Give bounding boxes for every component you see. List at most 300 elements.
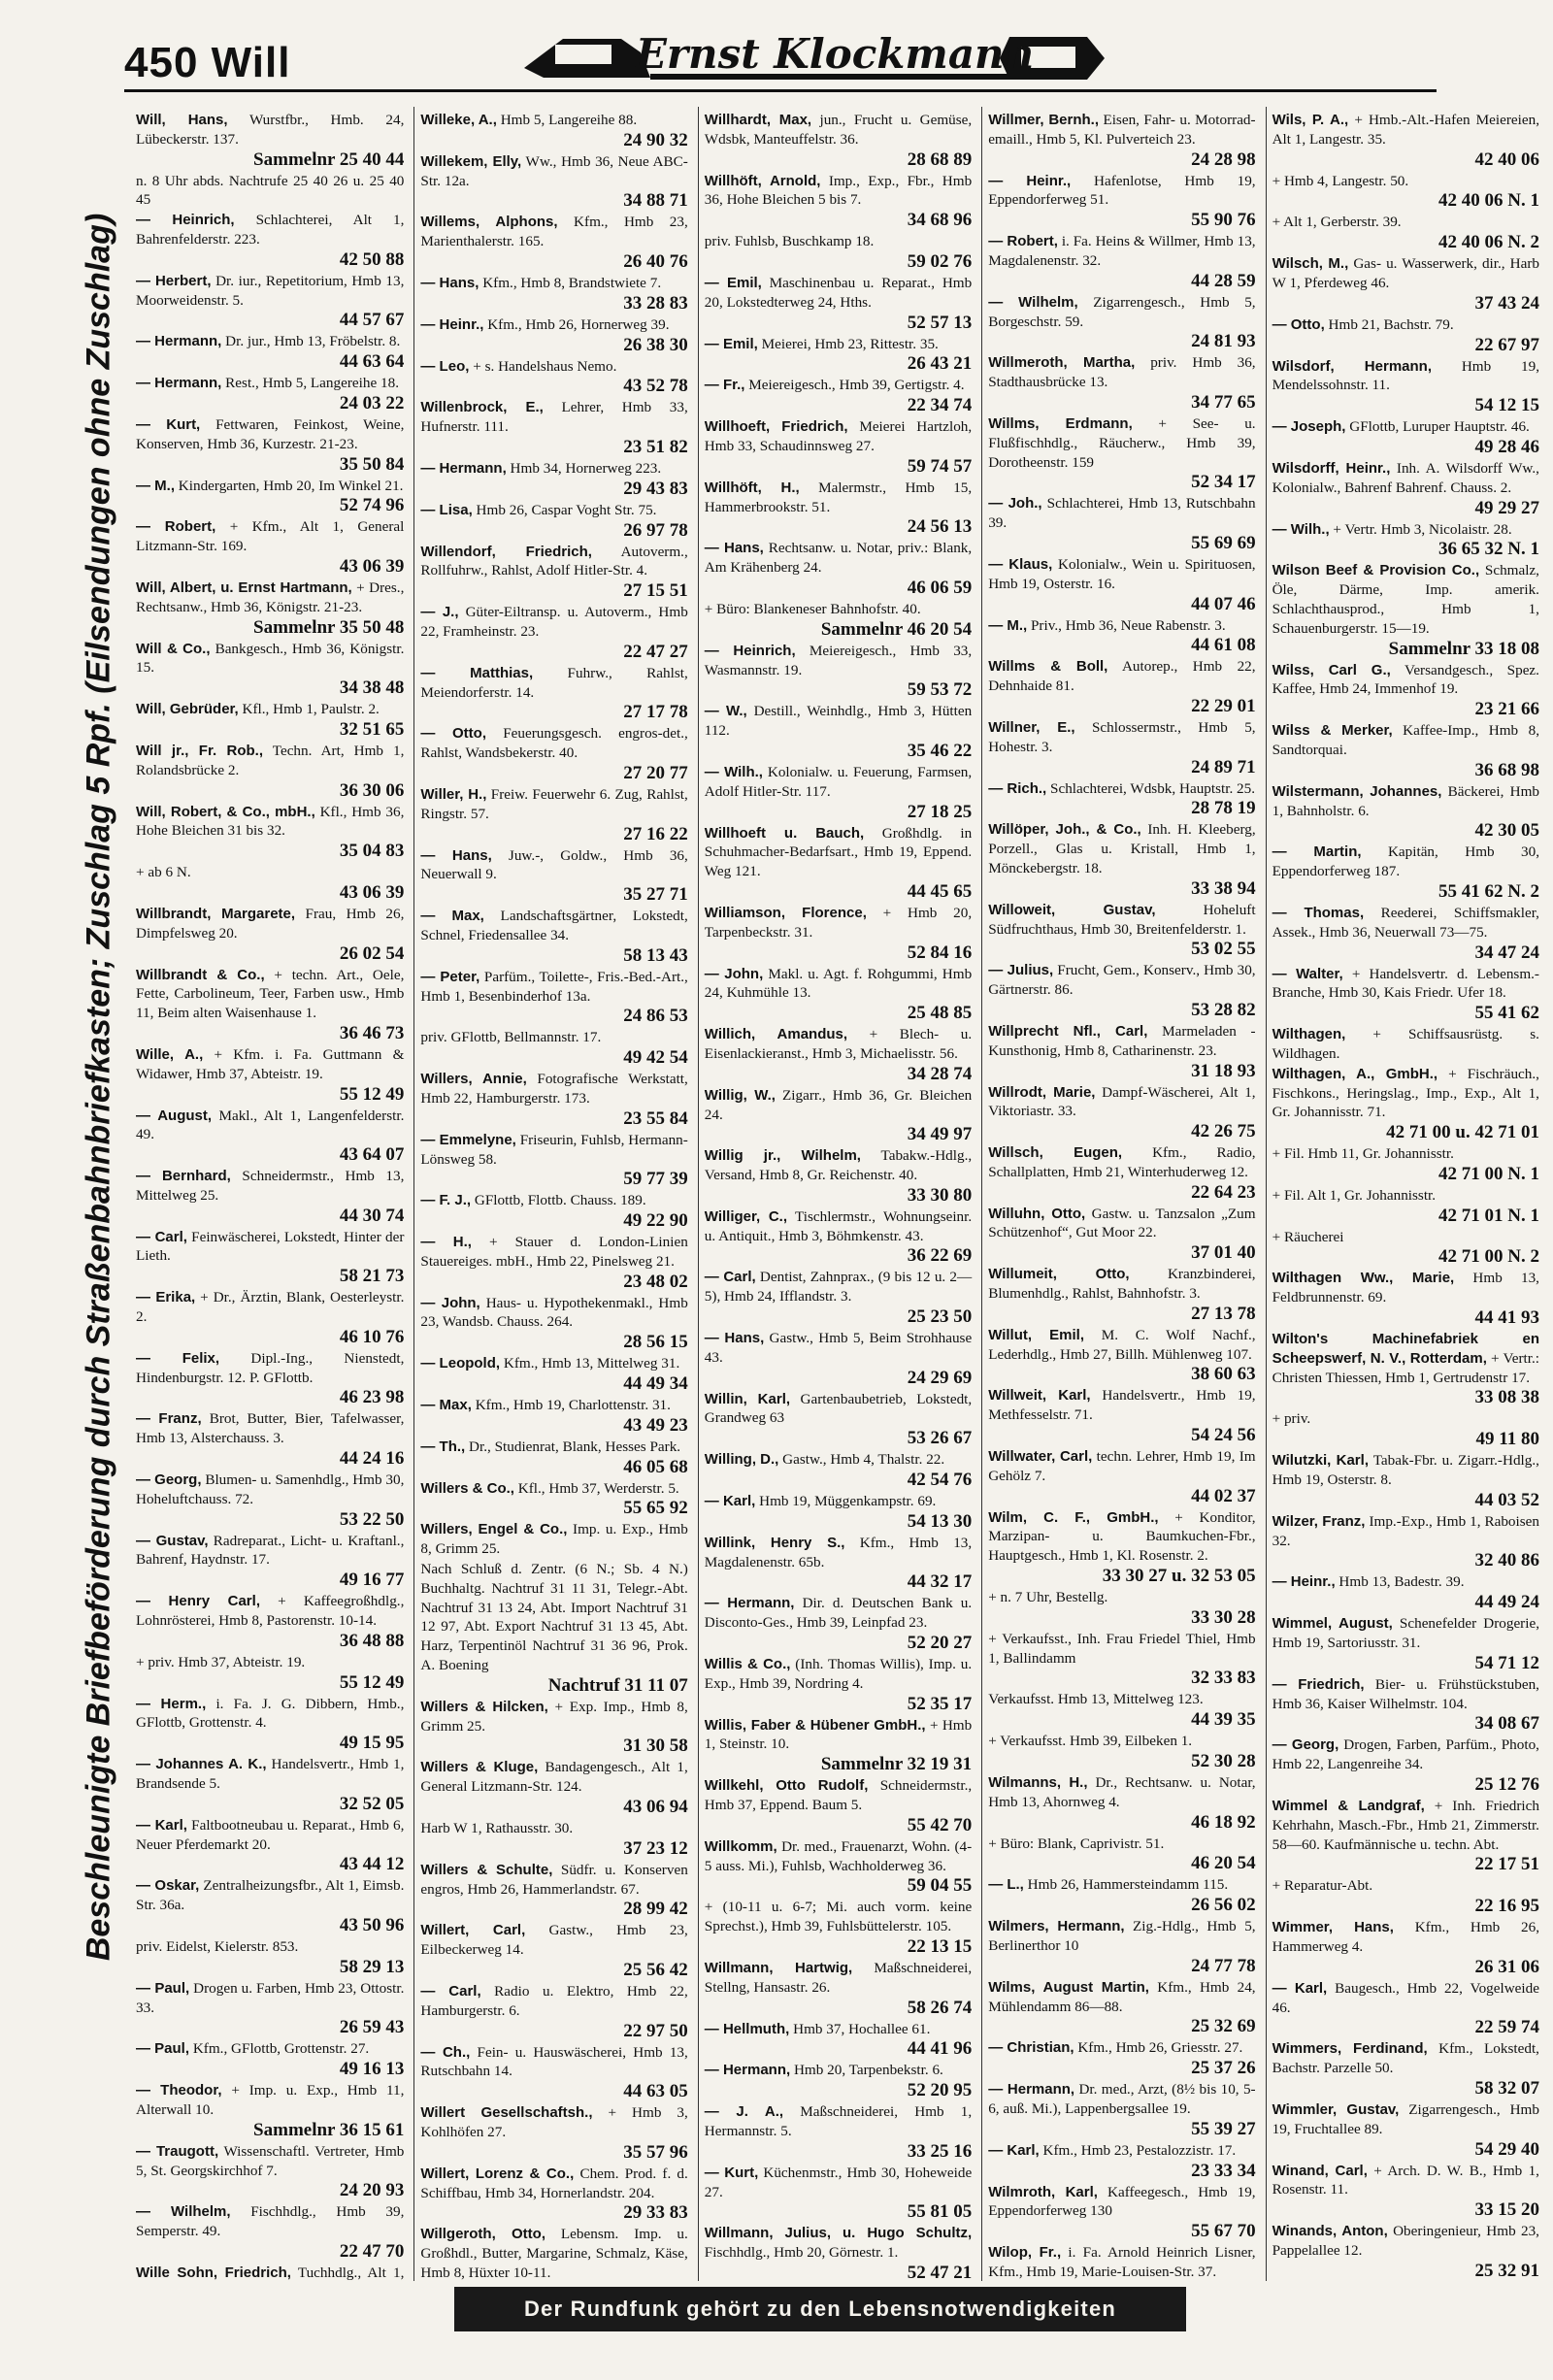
directory-entry <box>420 315 687 356</box>
entry-phone: 31 18 93 <box>1191 1060 1256 1081</box>
entry-phone: 34 08 67 <box>1474 1713 1539 1735</box>
entry-details: priv. Eidelst, Kielerstr. 853. <box>136 1938 299 1956</box>
entry-phone: 24 86 53 <box>623 1006 688 1027</box>
entry-details: Eisen, Fahr- u. Motorrad- emaill., Hmb 5, Kl. Pulverteich 23. <box>988 112 1256 148</box>
directory-entry <box>136 700 404 741</box>
entry-phone: 22 17 51 <box>1474 1854 1539 1875</box>
directory-entry <box>705 2102 972 2163</box>
entry-phone: 34 28 74 <box>907 1063 973 1084</box>
side-banner <box>80 213 118 1962</box>
entry-details: Rest., Hmb 5, Langereihe 18. <box>225 375 399 392</box>
entry-phone: Sammelnr 33 18 08 <box>1388 638 1539 659</box>
entry-phone: 24 77 78 <box>1191 1955 1256 1976</box>
entry-details: Wissenschaftl. Vertreter, Hmb 5, St. Georgskirchhof 7. <box>136 2142 405 2179</box>
entry-details: Gas- u. Wasserwerk, dir., Harb W 1, Pferdeweg 46. <box>1272 255 1540 291</box>
entry-phone: 42 54 76 <box>907 1470 973 1491</box>
entry-details: Dr. med., Arzt, (8½ bis 10, 5-6, auß. Mi.), Lappenbergsallee 19. <box>988 2081 1256 2117</box>
entry-name: — Carl, <box>136 1228 187 1245</box>
entry-name: Willert, Lorenz & Co., <box>420 2165 575 2182</box>
directory-entry <box>988 353 1255 413</box>
entry-phone: 55 42 70 <box>907 1814 973 1835</box>
entry-name: Willich, Amandus, <box>704 1026 848 1043</box>
directory-entry <box>1272 1025 1539 1064</box>
directory-entry <box>136 111 404 171</box>
entry-details: + Imp. u. Exp., Hmb 11, Alterwall 10. <box>136 2082 405 2118</box>
klockmann-logo <box>505 19 1126 89</box>
entry-name: — Joh., <box>988 495 1042 512</box>
entry-phone: 59 74 57 <box>907 455 973 477</box>
entry-name: — Herbert, <box>136 272 212 289</box>
entry-details: Nach Schluß d. Zentr. (6 N.; Sb. 4 N.) Buchhaltg. Nachtruf 31 11 31, Telegr.-Abt. Nachtruf 31 13 24, Abt. Import Nachtruf 31 12 97, Abt. Export Nachtruf 31 13 45, Abt. Harz, Terpentinöl Nachtruf 31 36 96, Prok. A. Boening <box>420 1561 688 1674</box>
directory-entry <box>420 846 687 907</box>
entry-name: — Otto, <box>420 725 486 743</box>
entry-phone: 52 35 17 <box>907 1693 973 1714</box>
directory-entry <box>1272 1512 1539 1572</box>
entry-name: Willoweit, Gustav, <box>988 901 1156 918</box>
entry-name: — Karl, <box>704 1493 756 1510</box>
entry-details: Frau, Hmb 26, Dimpfelsweg 20. <box>136 905 405 942</box>
directory-entry <box>988 1588 1255 1629</box>
entry-details: Dr., Studienrat, Blank, Hesses Park. <box>469 1438 681 1455</box>
directory-entry <box>988 779 1255 820</box>
entry-phone: 44 49 24 <box>1474 1592 1539 1613</box>
entry-name: Willers & Hilcken, <box>420 1698 548 1715</box>
entry-phone: 46 06 59 <box>907 577 973 598</box>
entry-details: Schlachterei, Alt 1, Bahrenfelderstr. 223. <box>136 212 405 248</box>
directory-entry <box>1272 1065 1539 1143</box>
directory-entry <box>1272 2100 1539 2161</box>
entry-name: Wilzer, Franz, <box>1272 1512 1366 1530</box>
entry-phone: 33 38 94 <box>1191 877 1256 899</box>
entry-details: + Fil. Alt 1, Gr. Johannisstr. <box>1272 1186 1437 1204</box>
directory-entry <box>136 332 404 373</box>
entry-phone: 49 16 77 <box>339 1570 405 1591</box>
entry-phone: 43 06 39 <box>339 881 405 903</box>
directory-entry <box>988 2183 1255 2243</box>
entry-phone: 49 15 95 <box>339 1733 405 1754</box>
entry-details: Hmb 19, Mendelssohnstr. 11. <box>1272 357 1539 394</box>
entry-phone: 54 12 15 <box>1474 395 1539 416</box>
entry-phone: 49 16 13 <box>339 2059 405 2080</box>
entry-phone: 35 04 83 <box>339 841 405 862</box>
entry-details: + techn. Art., Oele, Fette, Carbolineum, Teer, Farben usw., Hmb 11, Beim alten Waisenhause 1. <box>136 966 405 1022</box>
entry-name: — Gustav, <box>136 1532 209 1549</box>
entry-name: — Hermann, <box>704 1595 795 1612</box>
entry-details: Tabak-Fbr. u. Zigarr.-Hdlg., Hmb 19, Osterstr. 8. <box>1272 1452 1539 1489</box>
entry-phone: 34 38 48 <box>339 678 405 699</box>
entry-name: — Max, <box>420 1397 472 1414</box>
entry-details: + priv. Hmb 37, Abteistr. 19. <box>136 1653 306 1670</box>
directory-column <box>1266 107 1543 2281</box>
entry-name: Willrodt, Marie, <box>988 1083 1096 1101</box>
directory-entry <box>136 742 404 802</box>
directory-entry <box>136 517 404 578</box>
entry-phone: 24 03 22 <box>339 392 405 413</box>
entry-name: Willkomm, <box>704 1837 777 1855</box>
entry-details: Kfl., Hmb 1, Paulstr. 2. <box>242 701 380 718</box>
directory-entry <box>1272 1797 1539 1875</box>
entry-name: Wilutzki, Karl, <box>1272 1452 1369 1470</box>
directory-entry <box>420 1233 687 1293</box>
entry-name: Will, Gebrüder, <box>136 701 239 718</box>
directory-entry <box>136 172 404 211</box>
entry-name: Wilsch, M., <box>1272 255 1349 273</box>
directory-entry <box>705 2164 972 2224</box>
entry-name: — Friedrich, <box>1272 1675 1365 1693</box>
entry-name: — Joseph, <box>1272 418 1346 436</box>
entry-details: + Räucherei <box>1272 1228 1344 1245</box>
entry-details: + s. Handelshaus Nemo. <box>473 357 617 375</box>
entry-name: Wilss, Carl G., <box>1272 661 1391 678</box>
entry-phone: 27 17 78 <box>623 702 688 723</box>
entry-name: Willms, Erdmann, <box>988 414 1133 432</box>
entry-phone: Sammelnr 32 19 31 <box>820 1754 973 1775</box>
header-rule <box>124 89 1437 92</box>
entry-phone: 37 43 24 <box>1474 292 1539 314</box>
entry-details: Haus- u. Hypothekenmakl., Hmb 23, Wandsb. Chauss. 264. <box>420 1294 688 1331</box>
entry-details: Kaffee-Imp., Hmb 8, Sandtorquai. <box>1272 722 1539 758</box>
entry-details: Dir. d. Deutschen Bank u. Disconto-Ges., Hmb 39, Leinpfad 23. <box>704 1595 973 1632</box>
entry-name: — Thomas, <box>1272 904 1365 921</box>
entry-name: Willhardt, Max, <box>704 112 812 128</box>
entry-details: Bäckerei, Hmb 1, Bahnholstr. 6. <box>1272 782 1539 819</box>
entry-phone: 42 71 00 u. 42 71 01 <box>1386 1122 1539 1143</box>
directory-entry <box>705 1450 972 1491</box>
entry-phone: 36 48 88 <box>339 1630 405 1651</box>
entry-name: Wille, A., <box>136 1045 204 1063</box>
entry-phone: 52 74 96 <box>339 495 405 516</box>
directory-entry <box>136 374 404 414</box>
directory-entry <box>988 293 1255 353</box>
entry-phone: 25 56 42 <box>623 1960 688 1981</box>
entry-name: — Fr., <box>704 377 745 394</box>
directory-entry <box>420 1028 687 1069</box>
entry-phone: 33 30 80 <box>907 1184 973 1206</box>
entry-phone: 44 07 46 <box>1191 593 1256 614</box>
directory-entry <box>136 1816 404 1876</box>
directory-entry <box>136 1755 404 1815</box>
entry-phone: 44 41 96 <box>907 2038 973 2060</box>
entry-name: Wimmers, Ferdinand, <box>1272 2040 1428 2058</box>
directory-entry <box>420 398 687 458</box>
entry-phone: 54 71 12 <box>1474 1652 1539 1673</box>
entry-details: + Reparatur-Abt. <box>1272 1877 1373 1895</box>
directory-entry <box>988 1265 1255 1325</box>
entry-name: Willems, Alphons, <box>420 214 558 231</box>
entry-phone: 26 56 02 <box>1191 1895 1256 1916</box>
entry-phone: 44 49 34 <box>623 1373 688 1395</box>
entry-phone: 25 32 91 <box>1474 2260 1539 2281</box>
entry-name: — Rich., <box>988 779 1047 797</box>
entry-phone: 34 47 24 <box>1474 942 1539 963</box>
entry-name: Willmann, Julius, u. Hugo Schultz, <box>704 2225 973 2242</box>
directory-entry <box>1272 1572 1539 1613</box>
entry-phone: 42 71 00 N. 2 <box>1438 1246 1539 1268</box>
entry-phone: 43 06 39 <box>339 555 405 577</box>
entry-details: Hmb 13, Badestr. 39. <box>1338 1573 1465 1591</box>
directory-entry <box>1272 213 1539 253</box>
directory-entry <box>988 1326 1255 1386</box>
directory-entry <box>705 232 972 273</box>
entry-name: — M., <box>136 477 175 494</box>
entry-name: Willig, W., <box>704 1086 776 1104</box>
directory-entry <box>136 2039 404 2080</box>
entry-phone: 49 42 54 <box>623 1047 688 1069</box>
entry-name: Wilthagen, A., GmbH., <box>1272 1065 1438 1082</box>
entry-details: Chem. Prod. f. d. Schiffbau, Hmb 34, Hornerlandstr. 204. <box>420 2165 688 2201</box>
entry-phone: 28 99 42 <box>623 1899 688 1920</box>
directory-entry <box>420 1520 687 1559</box>
entry-details: Kaffeegesch., Hmb 19, Eppendorferweg 130 <box>988 2183 1256 2220</box>
entry-phone: 54 13 30 <box>907 1510 973 1532</box>
entry-details: Gastw., Hmb 4, Thalstr. 22. <box>782 1451 945 1469</box>
directory-entry <box>988 111 1255 171</box>
entry-phone: 44 41 93 <box>1474 1307 1539 1329</box>
entry-phone: 43 49 23 <box>623 1414 688 1436</box>
entry-details: jun., Frucht u. Gemüse, Wdsbk, Manteuffelstr. 36. <box>704 112 973 148</box>
directory-entry <box>705 274 972 334</box>
entry-phone: 44 45 65 <box>907 880 973 902</box>
footer-text: Der Rundfunk gehört zu den Lebensnotwendigkeiten <box>523 2297 1117 2321</box>
entry-phone: 43 52 78 <box>623 376 688 397</box>
entry-phone: 33 30 28 <box>1191 1606 1256 1628</box>
entry-name: — Hermann, <box>988 2081 1075 2099</box>
directory-entry <box>420 1479 687 1520</box>
directory-column <box>981 107 1259 2281</box>
entry-details: Meierei Hartzloh, Hmb 33, Schaudinnsweg 27. <box>704 418 973 454</box>
directory-entry <box>136 1653 404 1694</box>
entry-name: — W., <box>704 703 747 720</box>
entry-name: Willers & Schulte, <box>420 1861 553 1878</box>
entry-details: Kfm., Hmb 24, Mühlendamm 86—88. <box>988 1978 1256 2015</box>
directory-entry <box>1272 315 1539 356</box>
entry-details: Tischlermstr., Wohnungseinr. u. Antiquit., Hmb 3, Böhmkenstr. 43. <box>704 1207 973 1244</box>
entry-phone: 44 32 17 <box>907 1571 973 1593</box>
entry-phone: 36 65 32 N. 1 <box>1438 539 1539 560</box>
directory-entry <box>705 1776 972 1836</box>
entry-details: Gartenbaubetrieb, Lokstedt, Grandweg 63 <box>704 1390 973 1427</box>
directory-entry <box>705 763 972 823</box>
entry-name: — Theodor, <box>136 2082 222 2099</box>
entry-details: + Verkaufsst., Inh. Frau Friedel Thiel, Hmb 1, Ballindamm <box>988 1630 1256 1667</box>
entry-phone: 25 23 50 <box>907 1306 973 1328</box>
entry-details: Handelsvertr., Hmb 1, Brandsende 5. <box>136 1756 405 1793</box>
entry-phone: 25 12 76 <box>1474 1774 1539 1796</box>
entry-name: — Karl, <box>988 2141 1040 2159</box>
directory-entry <box>420 152 687 213</box>
entry-phone: 33 25 16 <box>907 2140 973 2162</box>
directory-entry <box>1272 417 1539 458</box>
directory-entry <box>420 1294 687 1354</box>
entry-phone: 46 23 98 <box>339 1387 405 1408</box>
directory-entry <box>420 1191 687 1232</box>
entry-details: + Büro: Blank, Caprivistr. 51. <box>988 1835 1165 1852</box>
entry-phone: 55 41 62 N. 2 <box>1438 880 1539 902</box>
directory-entry <box>705 904 972 964</box>
entry-details: Dipl.-Ing., Nienstedt, Hindenburgstr. 12. P. GFlottb. <box>136 1349 405 1386</box>
entry-name: — Otto, <box>1272 315 1325 333</box>
directory-entry <box>988 1083 1255 1143</box>
entry-phone: 52 30 28 <box>1191 1751 1256 1772</box>
entry-phone: 42 40 06 N. 2 <box>1438 232 1539 253</box>
directory-entry <box>1272 1144 1539 1185</box>
entry-name: Willmeroth, Martha, <box>988 354 1136 372</box>
entry-details: + (10-11 u. 6-7; Mi. auch vorm. keine Sprechst.), Hmb 39, Fuhlsbüttelerstr. 105. <box>704 1899 973 1935</box>
directory-entry <box>420 603 687 663</box>
directory-entry <box>988 1022 1255 1082</box>
entry-name: — John, <box>704 965 764 982</box>
directory-entry <box>1272 1876 1539 1917</box>
entry-details: Zentralheizungsfbr., Alt 1, Eimsb. Str. 36a. <box>136 1877 405 1914</box>
entry-name: — Heinrich, <box>704 642 796 659</box>
entry-details: Zigarrengesch., Hmb 5, Borgeschstr. 59. <box>988 293 1256 330</box>
entry-details: Zigarr., Hmb 36, Gr. Bleichen 24. <box>704 1086 973 1123</box>
directory-entry <box>705 1655 972 1715</box>
directory-entry <box>420 1070 687 1130</box>
running-head: Will <box>211 39 291 86</box>
directory-entry <box>420 2165 687 2225</box>
entry-phone: 54 24 56 <box>1191 1425 1256 1446</box>
directory-entry <box>988 414 1255 493</box>
entry-name: — Paul, <box>136 1979 190 1997</box>
entry-details: Kfm., Hmb 23, Marienthalerstr. 165. <box>420 214 688 250</box>
entry-name: — Hermann, <box>136 333 222 350</box>
directory-entry <box>136 803 404 863</box>
entry-phone: 42 40 06 <box>1474 149 1539 170</box>
entry-phone: 32 51 65 <box>339 718 405 740</box>
directory-entry <box>705 1837 972 1898</box>
entry-name: — Christian, <box>988 2039 1074 2057</box>
entry-details: Meiereigesch., Hmb 33, Wasmannstr. 19. <box>704 642 973 678</box>
entry-name: Winand, Carl, <box>1272 2162 1368 2179</box>
entry-name: Willers & Co., <box>420 1479 514 1497</box>
entry-details: Radreparat., Licht- u. Kraftanl., Bahrenf, Haydnstr. 17. <box>136 1532 405 1569</box>
entry-details: Kfm., Lokstedt, Bachstr. Parzelle 50. <box>1272 2040 1539 2077</box>
entry-phone: 53 26 67 <box>907 1428 973 1449</box>
entry-name: — Franz, <box>136 1410 202 1428</box>
entry-phone: 28 68 89 <box>907 149 973 170</box>
entry-details: Kfm., Hmb 26, Griesstr. 27. <box>1077 2039 1243 2057</box>
entry-phone: 26 31 06 <box>1474 1956 1539 1977</box>
directory-entry <box>420 785 687 845</box>
entry-name: Willin, Karl, <box>704 1390 791 1407</box>
entry-phone: 27 20 77 <box>623 762 688 783</box>
entry-details: Kfm., Hmb 19, Charlottenstr. 31. <box>475 1397 671 1414</box>
directory-entry <box>136 1979 404 2039</box>
entry-phone: 42 26 75 <box>1191 1121 1256 1142</box>
directory-entry <box>1272 1269 1539 1329</box>
entry-phone: 24 29 69 <box>907 1367 973 1388</box>
directory-entry <box>420 1396 687 1437</box>
entry-details: n. 8 Uhr abds. Nachtrufe 25 40 26 u. 25 40 45 <box>136 172 405 209</box>
entry-phone: 43 06 94 <box>623 1797 688 1818</box>
directory-entry <box>420 274 687 314</box>
entry-details: + priv. <box>1272 1410 1311 1428</box>
entry-details: Wurstfbr., Hmb. 24, Lübeckerstr. 137. <box>136 112 405 148</box>
entry-details: Schenefelder Drogerie, Hmb 19, Sartoriusstr. 31. <box>1272 1615 1539 1652</box>
entry-phone: 59 53 72 <box>907 679 973 701</box>
entry-details: Kfl., Hmb 36, Hohe Bleichen 31 bis 32. <box>136 803 405 840</box>
directory-entry <box>705 642 972 702</box>
directory-column <box>130 107 408 2281</box>
entry-details: priv. Fuhlsb, Buschkamp 18. <box>704 233 875 250</box>
entry-name: — Klaus, <box>988 555 1053 573</box>
entry-phone: Sammelnr 46 20 54 <box>820 618 973 640</box>
entry-phone: 42 71 01 N. 1 <box>1438 1205 1539 1226</box>
entry-phone: 26 02 54 <box>339 942 405 964</box>
entry-name: — Hellmuth, <box>704 2020 790 2037</box>
directory-entry <box>988 172 1255 232</box>
entry-name: — Ch., <box>420 2043 471 2061</box>
entry-phone: 55 12 49 <box>339 1671 405 1693</box>
entry-phone: 53 02 55 <box>1191 939 1256 960</box>
entry-name: Willhöft, H., <box>704 479 800 496</box>
entry-details: Zig.-Hdlg., Hmb 5, Berlinerthor 10 <box>988 1918 1256 1955</box>
entry-details: Imp., Exp., Fbr., Hmb 36, Hohe Bleichen 5 bis 7. <box>704 172 973 209</box>
entry-phone: 44 39 35 <box>1191 1709 1256 1731</box>
directory-entry <box>1272 1979 1539 2039</box>
entry-phone: 44 03 52 <box>1474 1489 1539 1510</box>
directory-entry <box>988 1835 1255 1875</box>
entry-details: Reederei, Schiffsmakler, Assek., Hmb 36, Neuerwall 73—75. <box>1272 904 1539 941</box>
entry-details: Kfm., Hmb 13, Magdalenenstr. 65b. <box>704 1534 973 1570</box>
entry-details: Meierei, Hmb 23, Rittestr. 35. <box>761 335 939 352</box>
entry-name: Williamson, Florence, <box>704 904 867 921</box>
entry-name: Wimmel & Landgraf, <box>1272 1798 1425 1815</box>
entry-name: — Traugott, <box>136 2142 219 2160</box>
entry-details: Makl., Alt 1, Langenfelderstr. 49. <box>136 1107 405 1143</box>
entry-name: — H., <box>420 1234 472 1251</box>
entry-details: Dr. jur., Hmb 13, Fröbelstr. 8. <box>225 333 401 350</box>
entry-details: Malermstr., Hmb 15, Hammerbrookstr. 51. <box>704 479 973 515</box>
directory-entry <box>420 1438 687 1478</box>
entry-details: + Fischräuch., Fischkons., Heringslag., Imp., Exp., Alt 1, Gr. Johannisstr. 71. <box>1272 1065 1539 1121</box>
entry-phone: 29 43 83 <box>623 478 688 499</box>
entry-details: + Dres., Rechtsanw., Hmb 36, Königstr. 21-23. <box>136 578 405 615</box>
directory-entry <box>1272 1409 1539 1450</box>
entry-phone: 22 97 50 <box>623 2020 688 2041</box>
entry-name: — Oskar, <box>136 1877 200 1895</box>
entry-details: Maßschneiderei, Stellng, Hansastr. 26. <box>704 1960 973 1996</box>
directory-entry <box>420 2225 687 2281</box>
entry-phone: 24 20 93 <box>339 2180 405 2201</box>
entry-name: Willis & Co., <box>704 1656 791 1673</box>
directory-entry <box>420 2043 687 2103</box>
entry-phone: 33 28 83 <box>623 292 688 314</box>
entry-details: Techn. Art, Hmb 1, Rolandsbrücke 2. <box>136 742 405 778</box>
entry-name: Wimmer, Hans, <box>1272 1919 1394 1936</box>
entry-details: Feinwäscherei, Lokstedt, Hinter der Lieth. <box>136 1228 405 1265</box>
directory-entry <box>705 1534 972 1594</box>
entry-phone: 52 20 27 <box>907 1633 973 1654</box>
entry-phone: 23 33 34 <box>1191 2160 1256 2181</box>
directory-entry <box>420 724 687 784</box>
entry-name: Will, Albert, u. Ernst Hartmann, <box>136 578 352 596</box>
entry-phone: 43 44 12 <box>339 1854 405 1875</box>
entry-name: Willing, D., <box>704 1451 779 1469</box>
entry-name: — Leo, <box>420 357 470 375</box>
entry-details: Lebensm. Imp. u. Großhdl., Butter, Margarine, Schmalz, Käse, Hmb 8, Hüxter 10-11. <box>420 2226 688 2281</box>
entry-details: Autoverm., Rollfuhrw., Rahlst, Adolf Hitler-Str. 4. <box>420 543 688 579</box>
directory-entry <box>1272 520 1539 561</box>
directory-entry <box>420 543 687 603</box>
entry-details: + Vertr. Hmb 3, Nicolaistr. 28. <box>1333 520 1512 538</box>
entry-details: Güter-Eiltransp. u. Autoverm., Hmb 22, Framheinstr. 23. <box>420 604 688 640</box>
entry-phone: 49 29 27 <box>1474 497 1539 518</box>
entry-name: Willers & Kluge, <box>420 1759 539 1776</box>
entry-name: Will, Robert, & Co., mbH., <box>136 803 315 820</box>
directory-entry <box>420 1819 687 1860</box>
